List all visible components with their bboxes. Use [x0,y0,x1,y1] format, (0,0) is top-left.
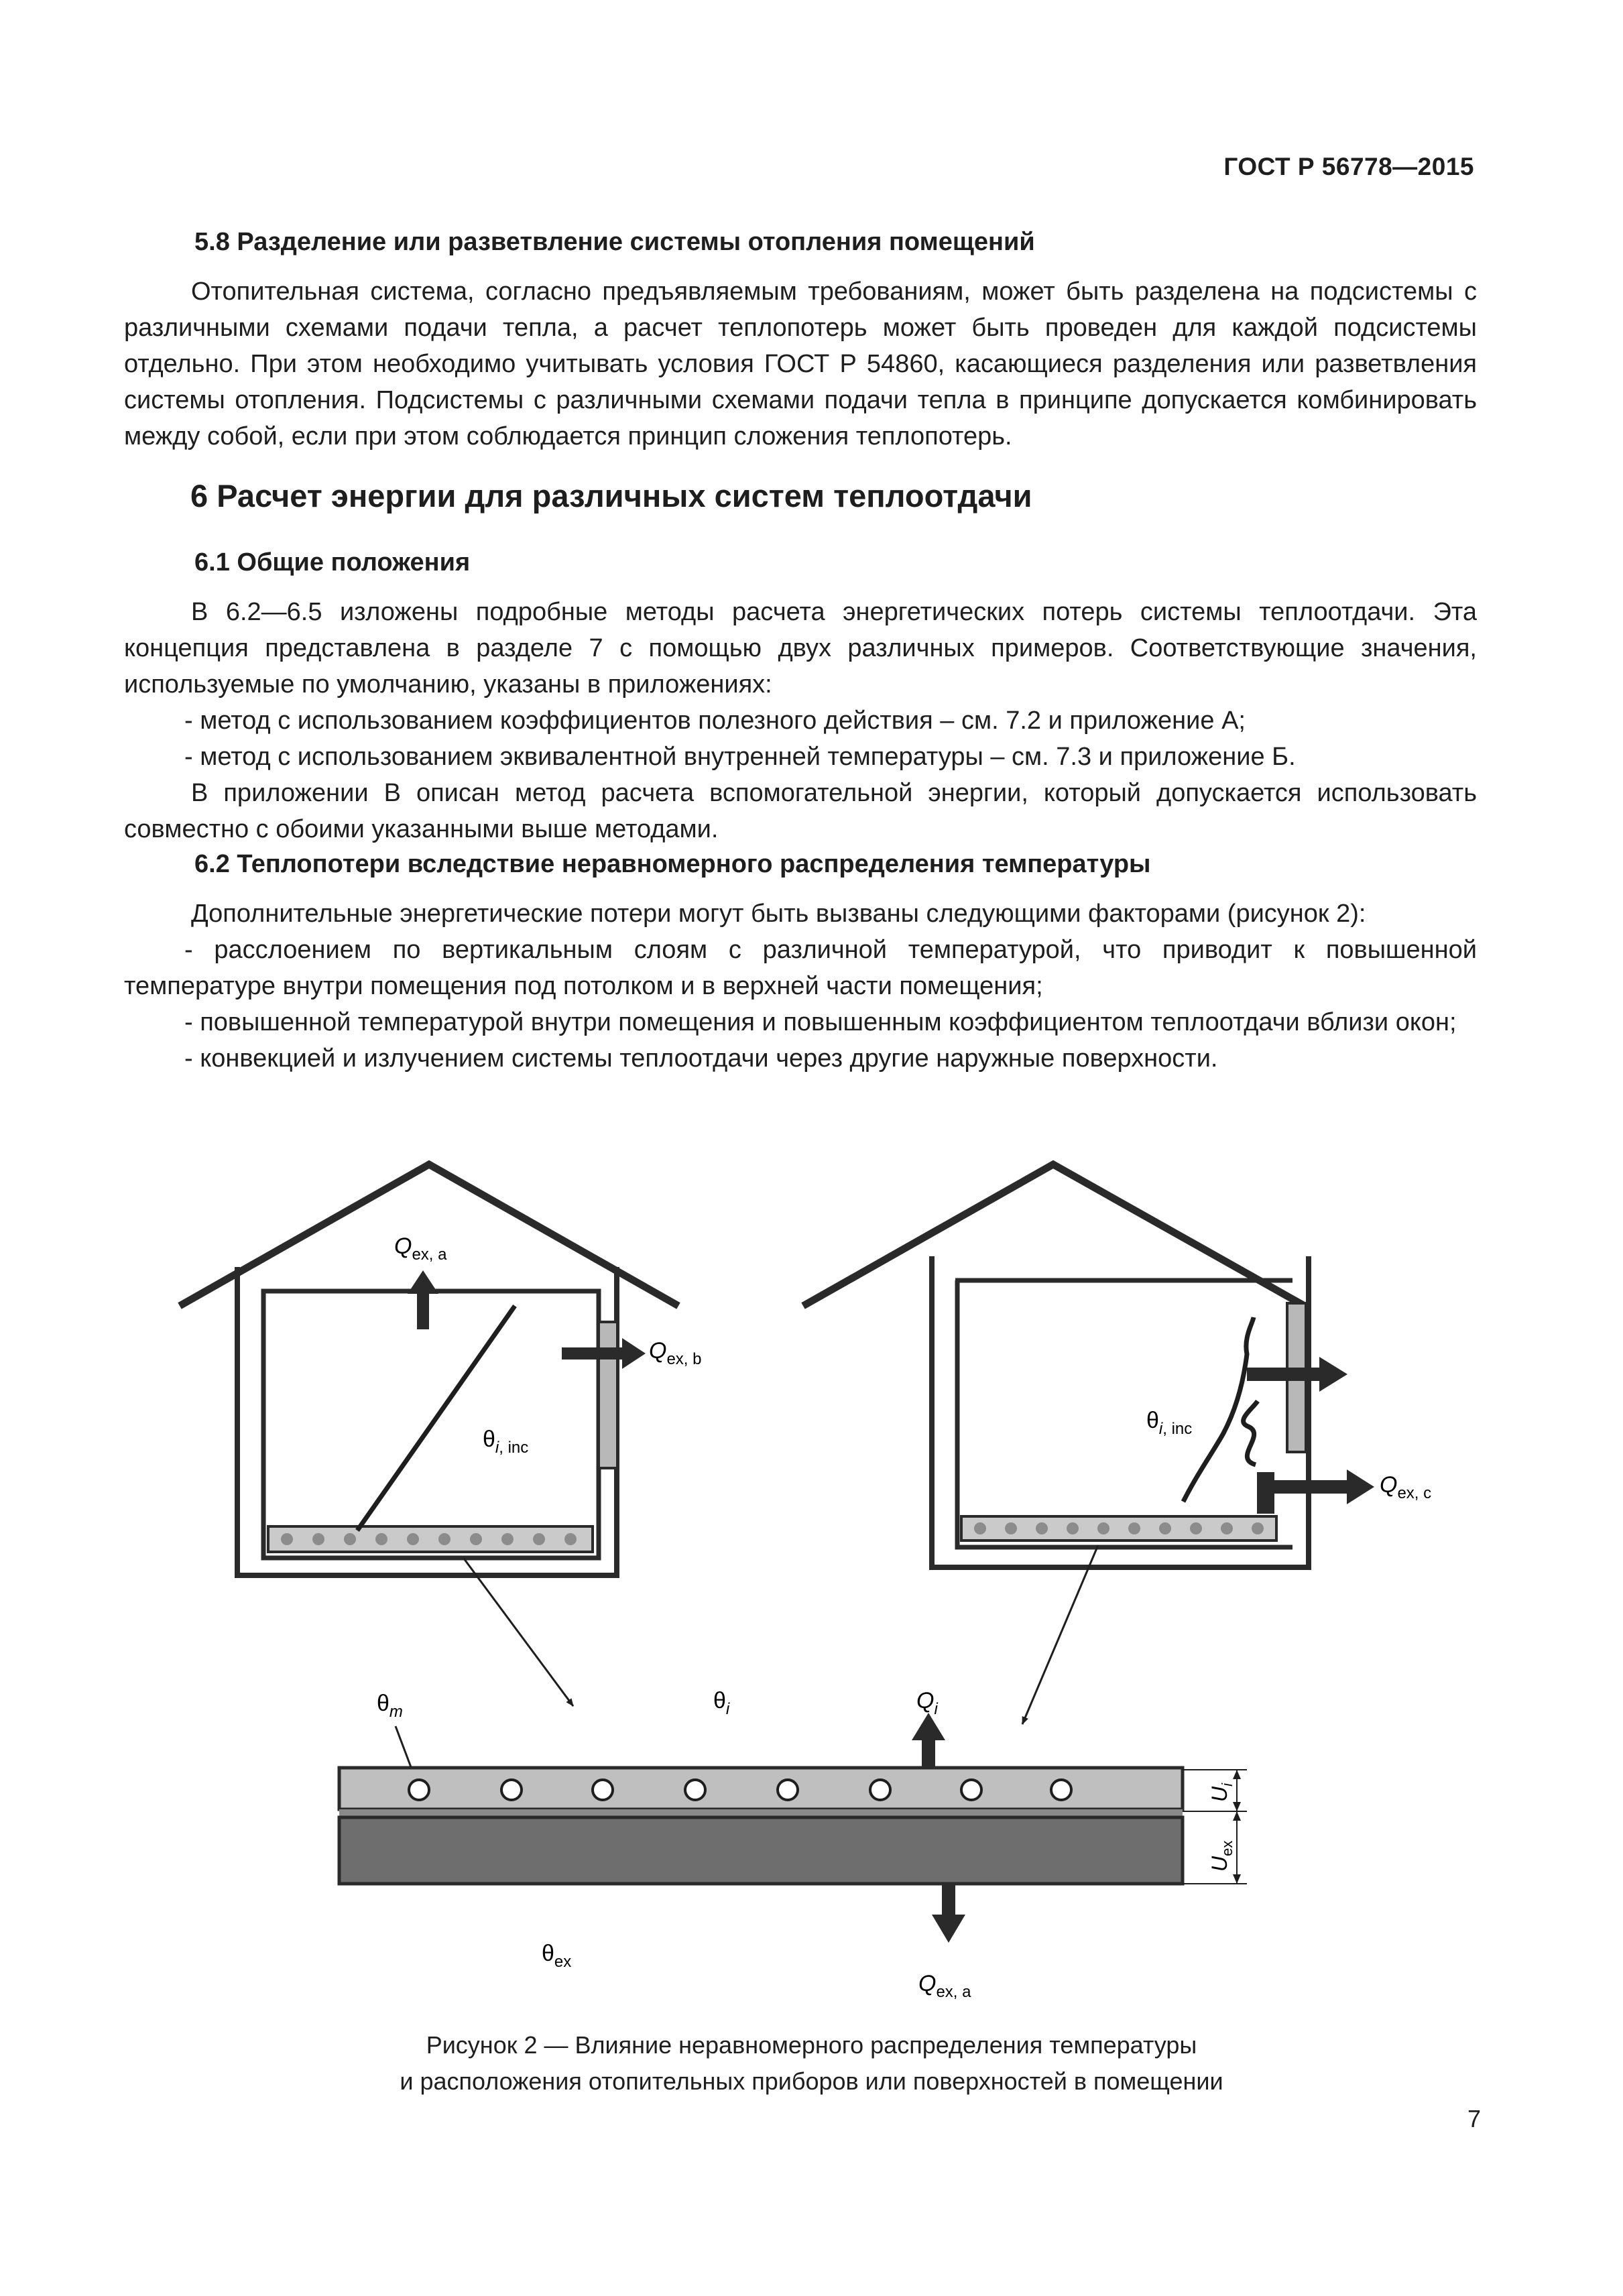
section-6-heading: 6 Расчет энергии для различных систем теплоотдачи [190,478,1032,513]
section-6-1-text [124,594,1477,847]
paragraph: Отопительная система, согласно предъявляемым требованиям, может быть разделена на подсистемы с различными схемами подачи тепла, а расчет теплопотерь может быть проведен для каждой подсистемы отдельно. При этом необходимо учитывать условия ГОСТ Р 54860, касающиеся разделения или разветвления системы отопления. Подсистемы с различными схемами подачи тепла в принципе допускается комбинировать между собой, если при этом соблюдается принцип сложения теплопотерь. [124,278,1477,450]
pointer-line-left [464,1559,573,1706]
label-u-i: $U_i$ [1207,1783,1236,1802]
dimension-tick [1233,1802,1241,1811]
list-item: - расслоением по вертикальным слоям с различной температурой, что приводит к повышенной температуре внутри помещения под потолком и в верхней части помещения; [124,936,1477,1000]
arrow-down-icon [932,1885,965,1943]
floor-slab-section [339,1768,1247,1884]
label-q-i: $Q_i$ [916,1688,938,1718]
dimension-tick [1233,1874,1241,1884]
list-item: - метод с использованием эквивалентной внутренней температуры – см. 7.3 и приложение Б. [184,743,1296,771]
list-item: - конвекцией и излучением системы теплоотдачи через другие наружные поверхности. [184,1044,1218,1073]
label-theta-i-inc-right: $\theta_i$, inc [1146,1408,1193,1438]
arrow-up-icon [408,1270,438,1329]
document-header: ГОСТ Р 56778—2015 [1223,153,1474,180]
paragraph: В приложении В описан метод расчета вспомогательной энергии, который допускается использовать совместно с обоими указанными выше методами. [124,779,1477,843]
pointer-line-theta-m [396,1726,411,1767]
section-6-1-heading: 6.1 Общие положения [194,548,471,577]
section-6-2-heading: 6.2 Теплопотери вследствие неравномерного распределения температуры [194,850,1151,878]
arrow-up-icon [912,1713,945,1768]
label-theta-i-inc-left: $\theta_i$, inc [483,1427,529,1457]
page-number: 7 [1467,2105,1481,2132]
section-6-2-text [124,896,1477,1077]
list-item: - повышенной температурой внутри помещения и повышенным коэффициентом теплоотдачи вблизи окон; [184,1008,1457,1036]
label-theta-ex: $\theta_{ex}$ [542,1941,572,1971]
label-u-ex: $U_{ex}$ [1207,1840,1236,1872]
right-roof [803,1164,1305,1306]
label-q-ex-a-top: $Q_{ex, a}$ [394,1233,447,1264]
figure-caption-line-2: и расположения отопительных приборов или поверхностей в помещении [400,2067,1223,2095]
dimension-tick [1233,1811,1241,1821]
radiator [1257,1472,1274,1514]
figure-2-diagram [0,1140,1623,2065]
figure-caption-line-1: Рисунок 2 — Влияние неравномерного распределения температуры [426,2031,1197,2059]
temperature-gradient-curve [1183,1317,1254,1502]
list-item: - метод с использованием коэффициентов полезного действия – см. 7.2 и приложение А; [184,707,1246,735]
label-q-ex-b: $Q_{ex, b}$ [649,1338,702,1368]
left-window [599,1322,617,1468]
label-q-ex-a-bottom: $Q_{ex, a}$ [918,1971,971,2001]
label-q-ex-c: $Q_{ex, c}$ [1380,1472,1432,1502]
left-house [180,1164,701,1575]
section-5-8-heading: 5.8 Разделение или разветвление системы отопления помещений [194,228,1035,256]
right-house [803,1164,1431,1567]
slab-base-layer [339,1817,1183,1884]
paragraph: В 6.2—6.5 изложены подробные методы расчета энергетических потерь системы теплоотдачи. Эта концепция представлена в разделе 7 с помощью двух различных примеров. Соответствующие значения, используемые по умолчанию, указаны в приложениях: [124,598,1477,699]
label-theta-m: $\theta_m$ [377,1691,403,1721]
right-inner-room [957,1280,1293,1547]
pointer-line-right [1022,1545,1098,1724]
paragraph: Дополнительные энергетические потери могут быть вызваны следующими факторами (рисунок 2): [191,900,1366,928]
convection-curve-icon [1244,1401,1258,1465]
label-theta-i: $\theta_i$ [713,1688,730,1718]
arrow-right-icon [1274,1469,1374,1504]
dimension-tick [1233,1770,1241,1779]
section-5-8-text [124,274,1477,455]
temperature-gradient-line [357,1306,515,1530]
